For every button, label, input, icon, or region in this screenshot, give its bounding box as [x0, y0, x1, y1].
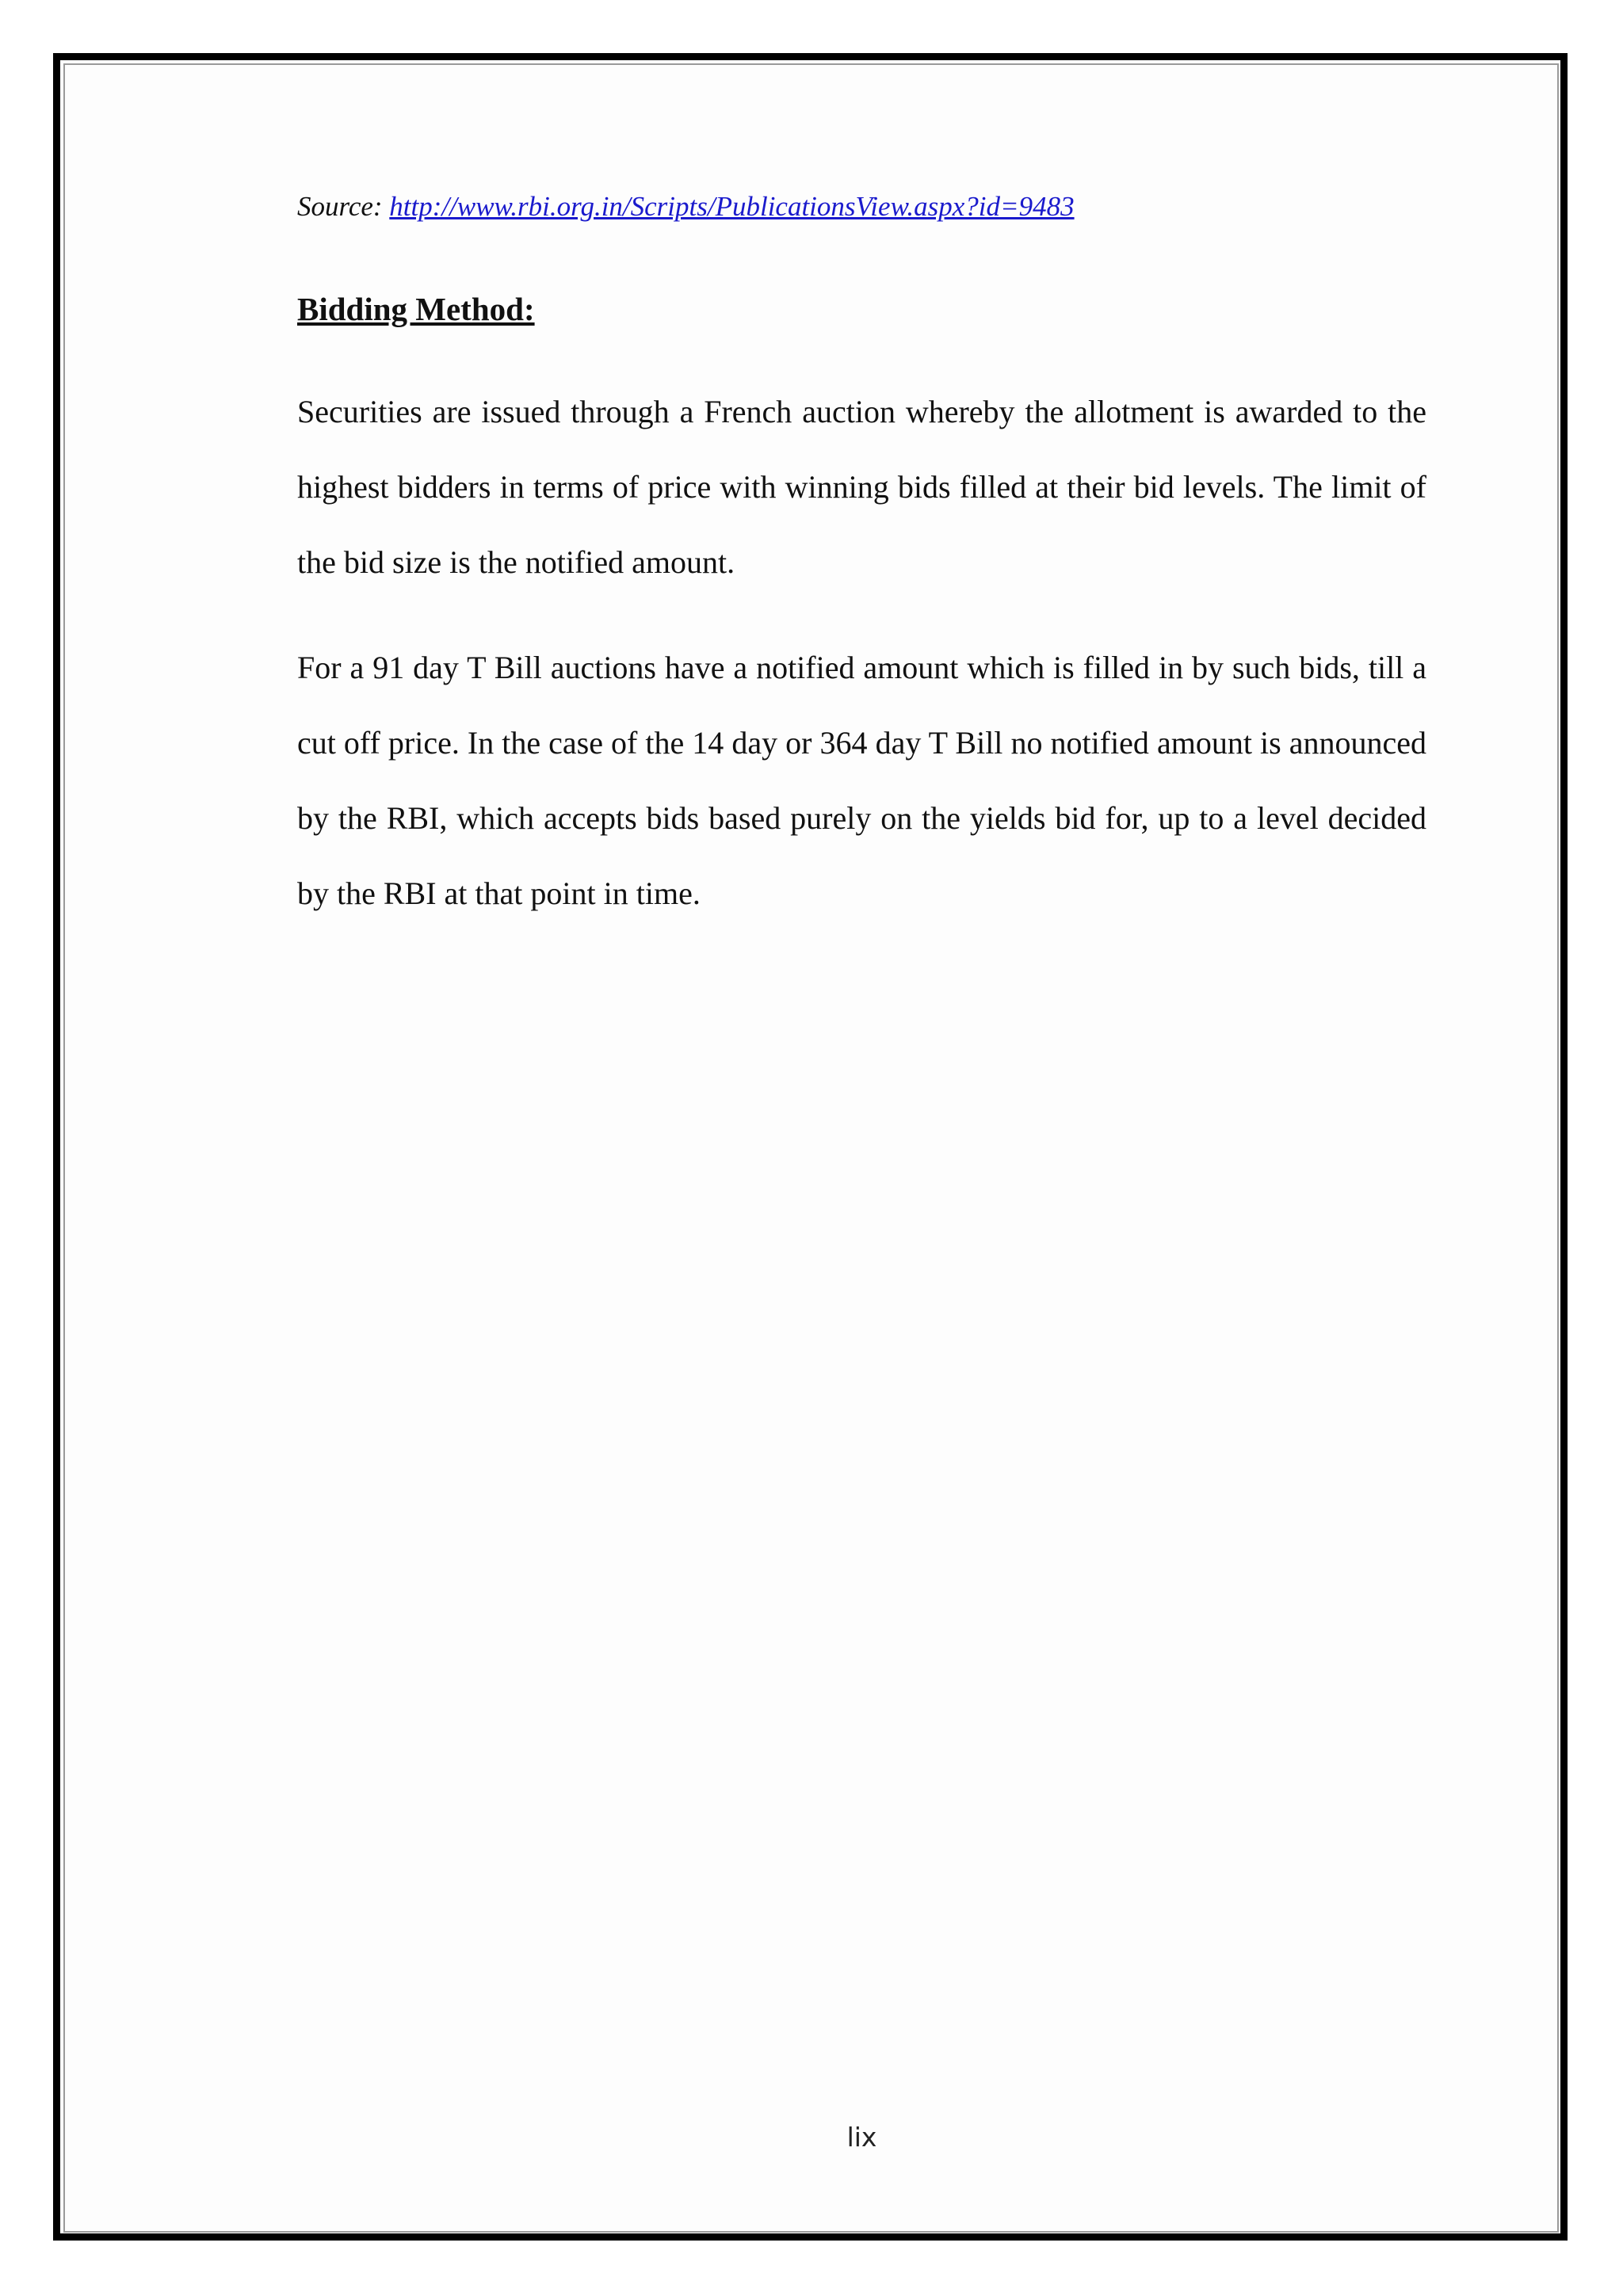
body-paragraph: Securities are issued through a French auction whereby the allotment is awarded to the highest bidders in terms of price with winning bids filled at their bid levels. The limit of the bid size is the notified amount.	[297, 394, 1426, 580]
section-heading: Bidding Method:	[297, 291, 535, 327]
source-label: Source:	[297, 191, 390, 222]
body-paragraph: For a 91 day T Bill auctions have a notified amount which is filled in by such bids, till a cut off price. In the case of the 14 day or 364 day T Bill no notified amount is announced by the RBI, which accepts bids based purely on the yields bid for, up to a level decided by the RBI at that point in time.	[297, 650, 1426, 911]
source-link[interactable]: http://www.rbi.org.in/Scripts/PublicationsView.aspx?id=9483	[389, 191, 1075, 222]
page-content	[297, 190, 1426, 911]
source-citation	[297, 190, 1426, 223]
page-number: lix	[846, 2122, 877, 2153]
